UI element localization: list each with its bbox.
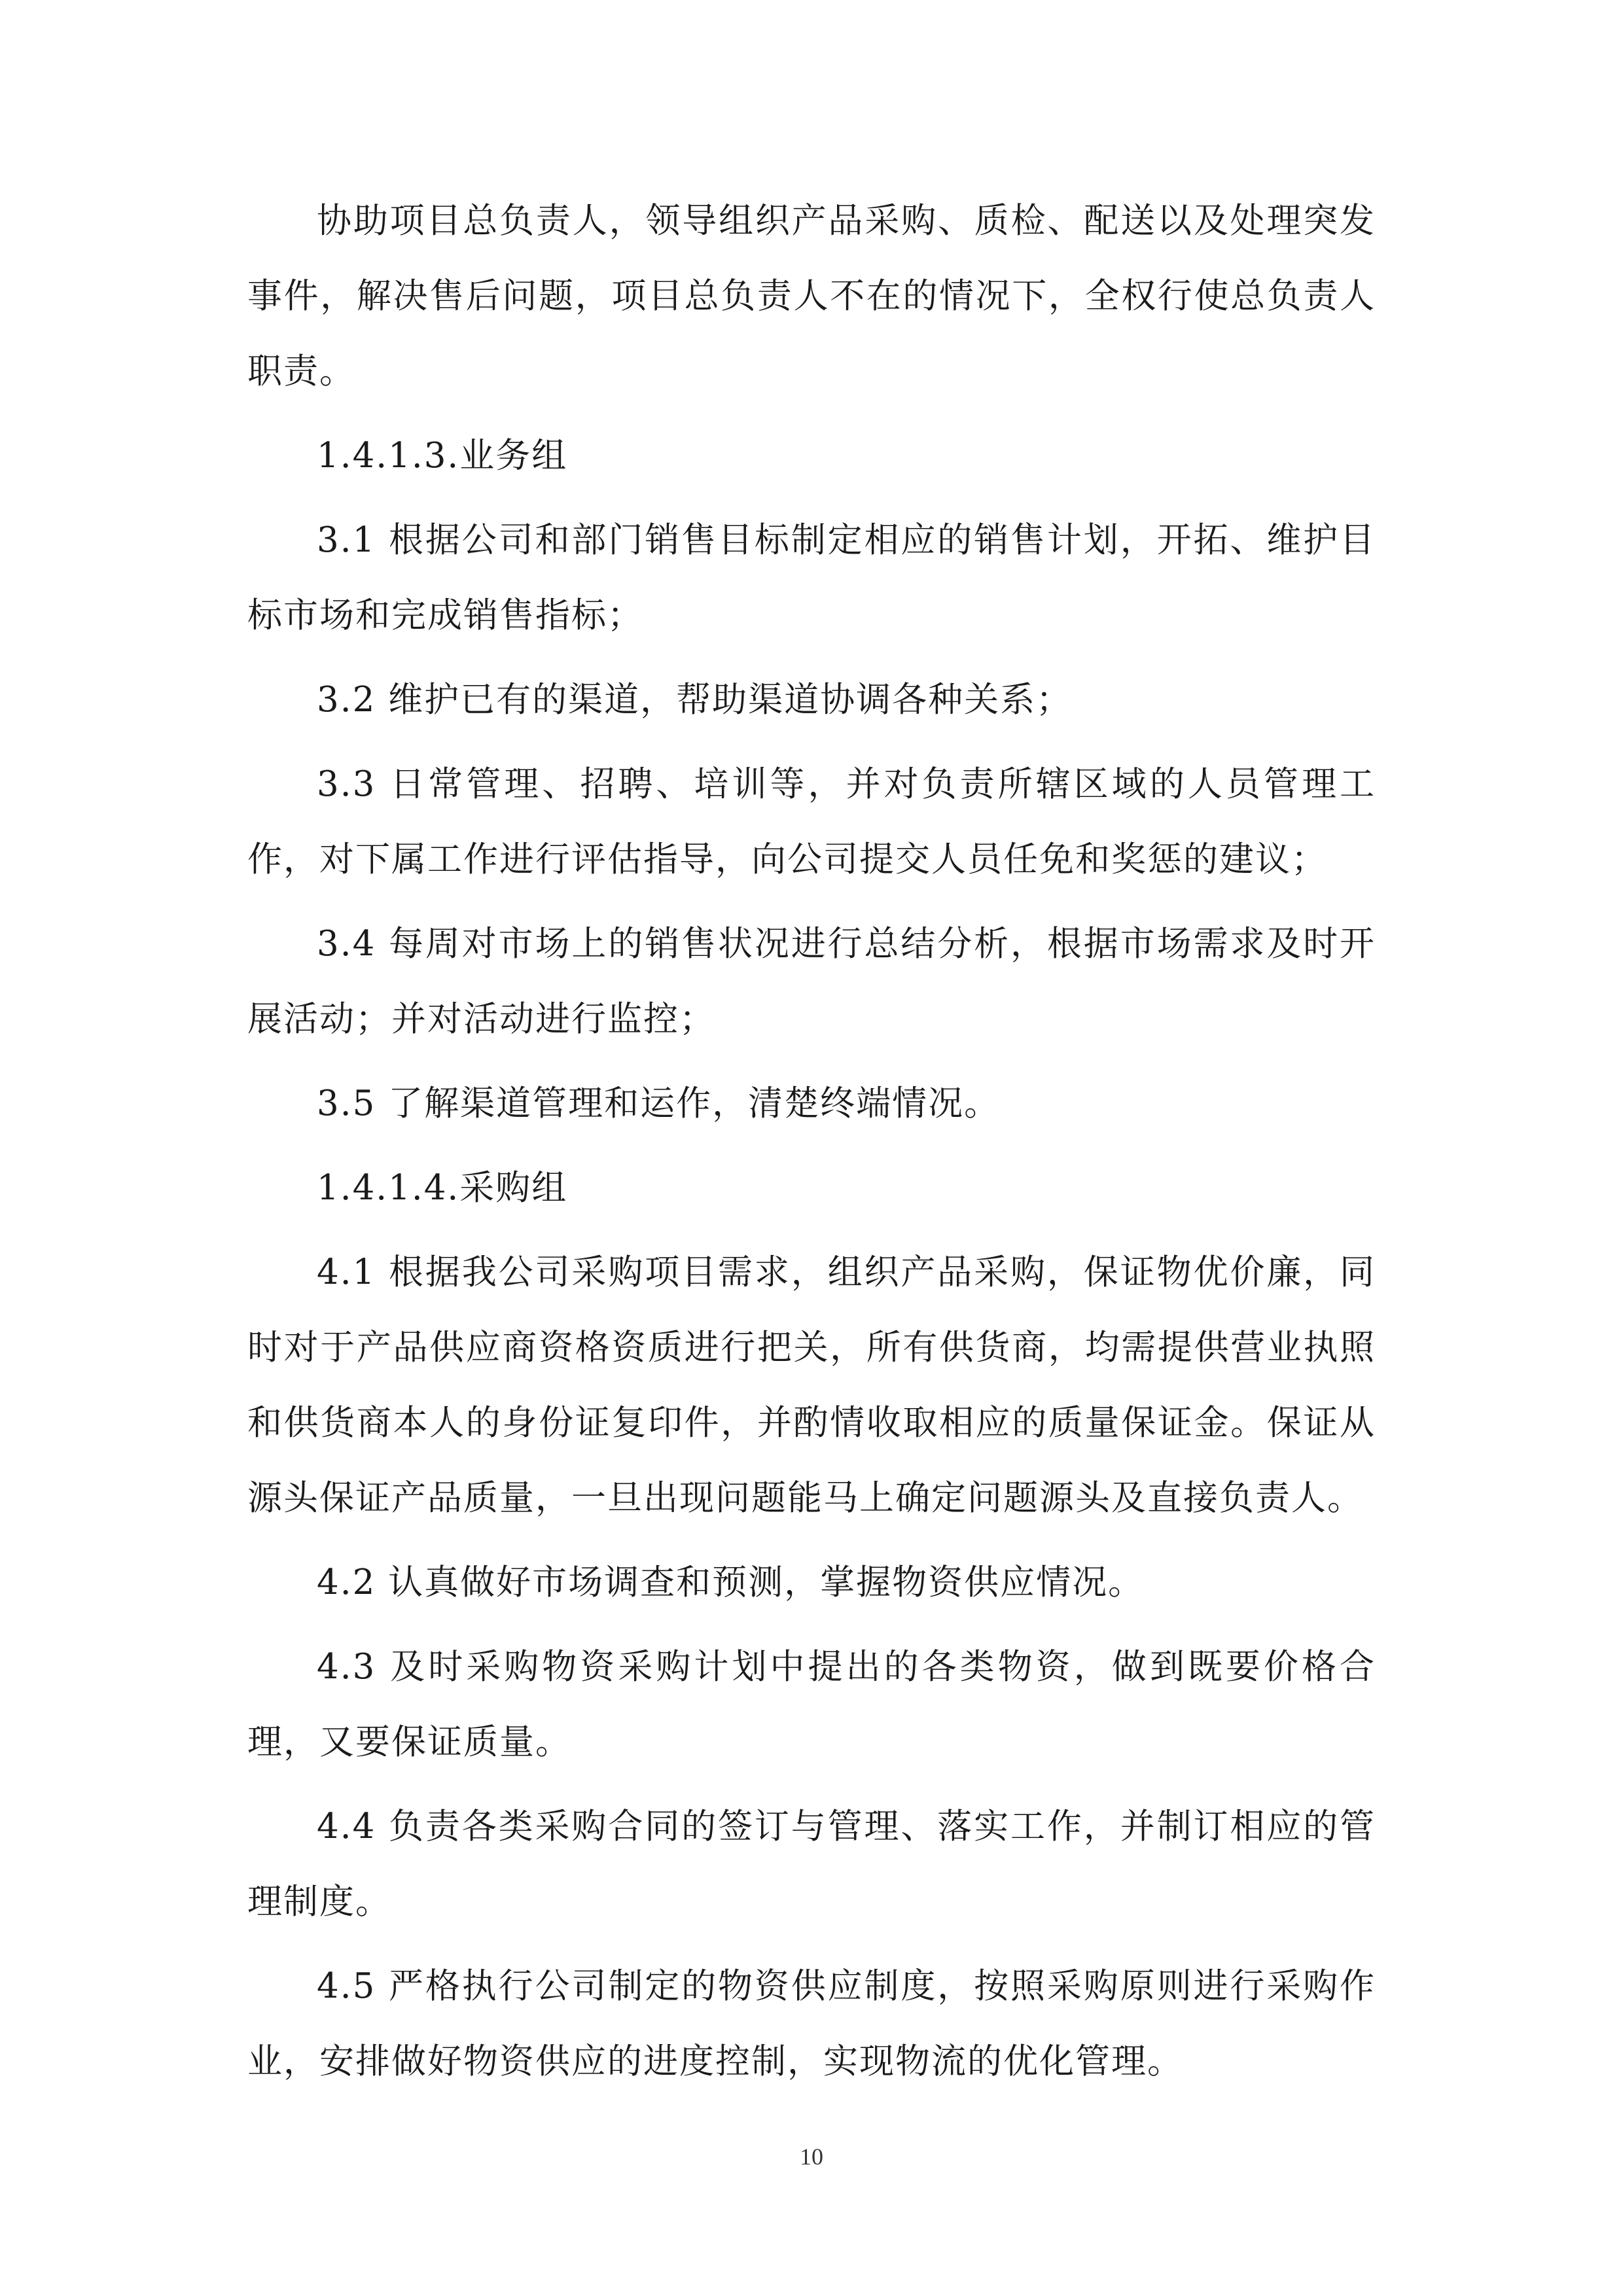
paragraph-4-1: 4.1 根据我公司采购项目需求，组织产品采购，保证物优价廉，同时对于产品供应商资格资质进行把关，所有供货商，均需提供营业执照和供货商本人的身份证复印件，并酌情收取相应的质量保证金。保证从源头保证产品质量，一旦出现问题能马上确定问题源头及直接负责人。 (247, 1252, 1376, 1518)
paragraph-3-5: 3.5 了解渠道管理和运作，清楚终端情况。 (317, 1084, 1001, 1123)
paragraph-3-1: 3.1 根据公司和部门销售目标制定相应的销售计划，开拓、维护目标市场和完成销售指标； (247, 520, 1376, 635)
paragraph-4-5: 4.5 严格执行公司制定的物资供应制度，按照采购原则进行采购作业，安排做好物资供应的进度控制，实现物流的优化管理。 (247, 1966, 1376, 2081)
paragraph-4-4: 4.4 负责各类采购合同的签订与管理、落实工作，并制订相应的管理制度。 (247, 1807, 1376, 1922)
paragraph-4-3: 4.3 及时采购物资采购计划中提出的各类物资，做到既要价格合理，又要保证质量。 (247, 1647, 1376, 1762)
section-heading-procurement-group: 1.4.1.4.采购组 (317, 1168, 568, 1208)
paragraph-3-4: 3.4 每周对市场上的销售状况进行总结分析，根据市场需求及时开展活动；并对活动进行监控； (247, 924, 1376, 1039)
page-number: 10 (800, 2144, 823, 2170)
section-heading-business-group: 1.4.1.3.业务组 (317, 436, 568, 476)
paragraph-intro: 协助项目总负责人，领导组织产品采购、质检、配送以及处理突发事件，解决售后问题，项目总负责人不在的情况下，全权行使总负责人职责。 (247, 201, 1376, 391)
paragraph-3-2: 3.2 维护已有的渠道，帮助渠道协调各种关系； (317, 680, 1073, 720)
paragraph-4-2: 4.2 认真做好市场调查和预测，掌握物资供应情况。 (317, 1563, 1145, 1602)
paragraph-3-3: 3.3 日常管理、招聘、培训等，并对负责所辖区域的人员管理工作，对下属工作进行评估指导，向公司提交人员任免和奖惩的建议； (247, 764, 1376, 879)
document-body (247, 183, 1376, 2108)
